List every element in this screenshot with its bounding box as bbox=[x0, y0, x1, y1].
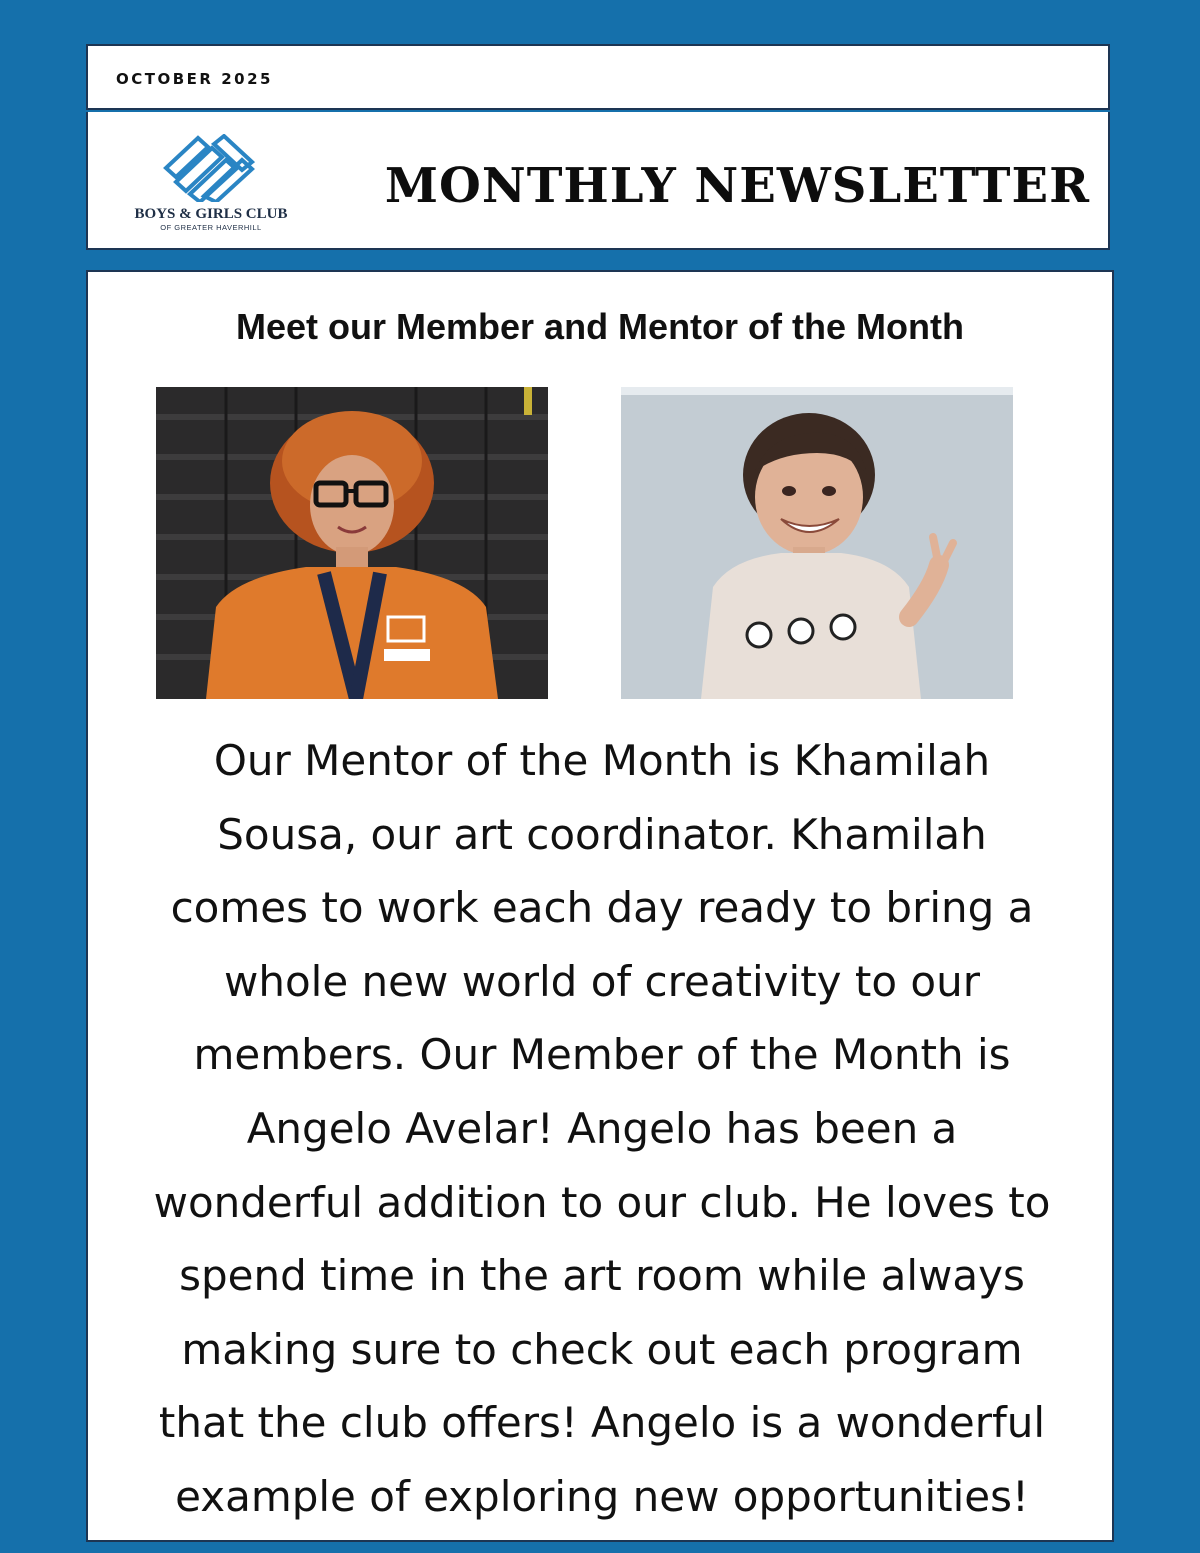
article-line: making sure to check out each program bbox=[181, 1324, 1023, 1374]
article-line: that the club offers! Angelo is a wonderful bbox=[158, 1398, 1046, 1448]
article-line: members. Our Member of the Month is bbox=[193, 1030, 1011, 1080]
club-logo bbox=[116, 134, 306, 234]
article-line: Angelo Avelar! Angelo has been a bbox=[246, 1103, 958, 1153]
date-bar bbox=[86, 44, 1110, 110]
mentor-photo bbox=[156, 387, 548, 699]
newsletter-title: MONTHLY NEWSLETTER bbox=[384, 158, 1090, 214]
feature-article-text bbox=[102, 724, 1102, 1534]
interlocking-hands-logo-icon bbox=[152, 134, 262, 202]
section-title: Meet our Member and Mentor of the Month bbox=[236, 306, 964, 347]
feature-panel bbox=[86, 270, 1114, 1542]
member-photo bbox=[621, 387, 1013, 699]
article-line: whole new world of creativity to our bbox=[224, 956, 980, 1006]
issue-date: OCTOBER 2025 bbox=[116, 70, 273, 88]
article-line: wonderful addition to our club. He loves to bbox=[153, 1177, 1051, 1227]
logo-club-name: BOYS & GIRLS CLUB bbox=[134, 206, 288, 222]
article-line: spend time in the art room while always bbox=[179, 1251, 1025, 1301]
logo-club-subtitle: OF GREATER HAVERHILL bbox=[160, 223, 262, 232]
article-line: Our Mentor of the Month is Khamilah bbox=[213, 736, 991, 785]
article-line: example of exploring new opportunities! bbox=[175, 1471, 1029, 1521]
article-line: comes to work each day ready to bring a bbox=[170, 883, 1034, 933]
article-line: Sousa, our art coordinator. Khamilah bbox=[217, 809, 987, 859]
newsletter-header bbox=[86, 112, 1110, 250]
